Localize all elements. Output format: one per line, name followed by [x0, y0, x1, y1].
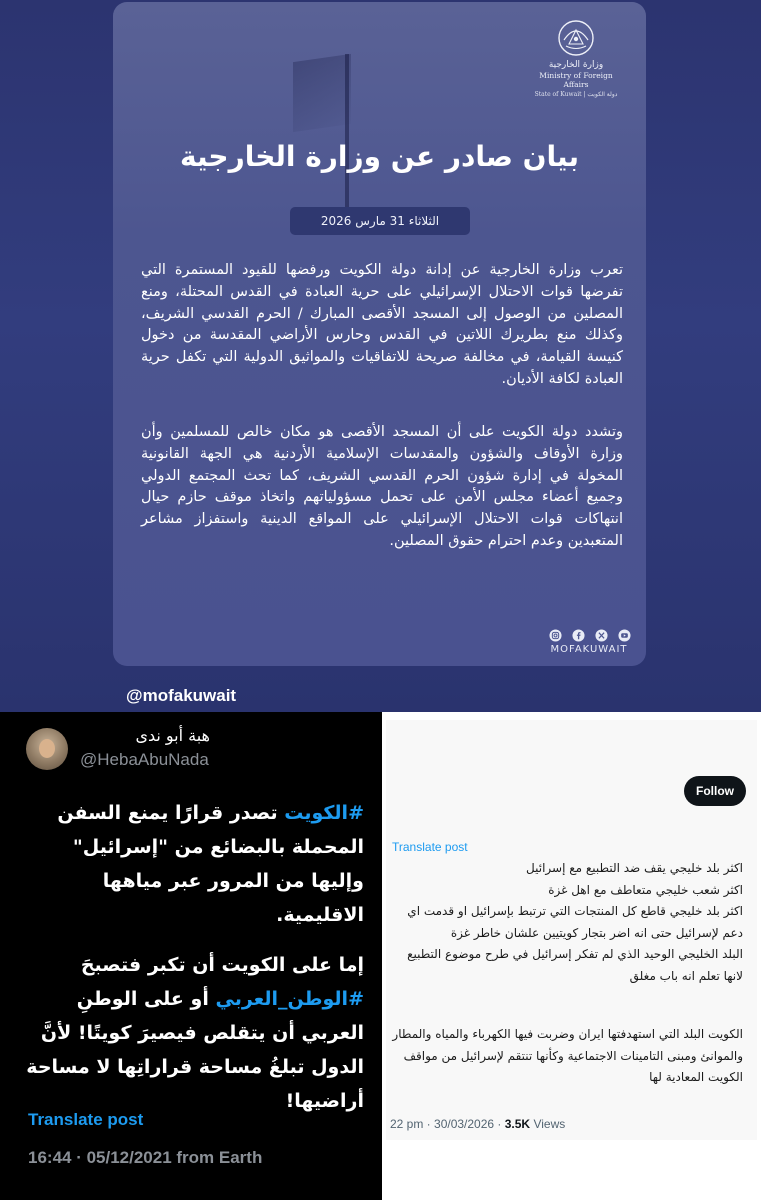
- card-handle: MOFAKUWAIT: [550, 644, 628, 655]
- hashtag-kuwait[interactable]: #الكويت: [284, 802, 364, 824]
- statement-date: الثلاثاء 31 مارس 2026: [290, 207, 470, 235]
- author-name[interactable]: هبة أبو ندى: [135, 726, 210, 745]
- logo-english-text: Ministry of Foreign Affairs: [539, 71, 613, 89]
- tweet-paragraph-1: [24, 796, 364, 932]
- post-paragraph-1: [391, 858, 743, 987]
- translate-post-link[interactable]: Translate post: [28, 1110, 144, 1129]
- post-meta: [390, 1117, 565, 1131]
- translate-post-link[interactable]: Translate post: [392, 840, 468, 854]
- tweet-timestamp[interactable]: 16:44 · 05/12/2021 from Earth: [28, 1148, 263, 1167]
- statement-title: بيان صادر عن وزارة الخارجية: [179, 140, 579, 173]
- logo-state-text: State of Kuwait | دولة الكويت: [534, 91, 618, 98]
- avatar-face: [39, 739, 55, 758]
- x-icon[interactable]: [595, 629, 608, 642]
- avatar[interactable]: [26, 728, 68, 770]
- flag-background: [293, 54, 351, 132]
- tweet-paragraph-1-text: تصدر قرارًا يمنع السفن المحملة بالبضائع من "إسرائيل" وإليها من المرور عبر مياهها الاقليمية.: [57, 802, 364, 926]
- post-line: اكثر بلد خليجي يقف ضد التطبيع مع إسرائيل اكثر شعب خليجي متعاطف مع اهل غزة اكثر بلد خليجي قاطع كل المنتجات التي ترتبط بإسرائيل او قدمت اي دعم لإسرائيل حتى انه اضر بتجار كويتيين علشان خاطر غزة البلد الخليجي الوحيد الذي لم تفكر إسرائيل في طرح موضوع التطبيع لانها تعلم انه باب مغلق: [407, 861, 743, 983]
- instagram-icon[interactable]: [549, 629, 562, 642]
- statement-paragraph-2: وتشدد دولة الكويت على أن المسجد الأقصى هو مكان خالص للمسلمين وأن وزارة الأوقاف والشؤون والمقدسات الإسلامية الأردنية هي الجهة القانونية المخولة في إدارة شؤون الحرم القدسي الشريف، كما تحث المجتمع الدولي وجميع أعضاء مجلس الأمن على تحمل مسؤولياتهم واتخاذ موقف حازم حيال انتهاكات قوات الاحتلال الإسرائيلي على المواقع الدينية واستفزاز مشاعر المتعبدين وعدم احترام حقوق المصلين.: [141, 424, 623, 549]
- tweet-text: [24, 796, 364, 1118]
- logo-arabic-text: وزارة الخارجية: [548, 60, 604, 70]
- flag-pole: [345, 54, 349, 224]
- dark-tweet: [0, 712, 382, 1200]
- youtube-icon[interactable]: [618, 629, 631, 642]
- ministry-logo: [526, 18, 626, 98]
- follow-button[interactable]: Follow: [684, 776, 746, 806]
- tweet-paragraph-2: [24, 948, 364, 1118]
- hashtag-arab-world[interactable]: #الوطن_العربي: [215, 988, 364, 1010]
- author-handle[interactable]: @HebaAbuNada: [80, 750, 209, 769]
- social-icons: [549, 627, 631, 643]
- statement-paragraph-1: تعرب وزارة الخارجية عن إدانة دولة الكويت ورفضها للقيود المستمرة التي تفرضها قوات الاحتلال الإسرائيلي على حرية العبادة في القدس المحتلة، ومنع المصلين من الوصول إلى المسجد الأقصى المبارك / الحرم القدسي الشريف، وكذلك منع بطريرك اللاتين في القدس وحارس الأراضي المقدسة من دخول كنيسة القيامة، في مخالفة صريحة للاتفاقيات والمواثيق الدولية التي تكفل حرية العبادة لكافة الأديان.: [141, 262, 623, 387]
- facebook-icon[interactable]: [572, 629, 585, 642]
- post-view-count: 3.5K: [504, 1117, 531, 1131]
- tweet-paragraph-2-end: أو على الوطنِ العربي أن يتقلص فيصيرَ كويتًا! لأنَّ الدول تبلغُ مساحة قراراتِها لا مساحة أراضيها!: [26, 988, 364, 1112]
- statement-card: [113, 2, 646, 666]
- post-views-label: Views: [530, 1117, 566, 1131]
- account-handle-caption[interactable]: @mofakuwait: [126, 686, 237, 705]
- kuwait-emblem-icon: [556, 18, 596, 58]
- post-timestamp[interactable]: 22 pm · 30/03/2026 ·: [390, 1117, 505, 1131]
- light-post-body: [386, 720, 757, 1140]
- tweet-paragraph-2-start: إما على الكويت أن تكبر فتصبحَ: [80, 954, 364, 976]
- post-paragraph-2: الكويت البلد التي استهدفتها ايران وضربت فيها الكهرباء والمياه والمطار والموانئ ومبنى التامينات الاجتماعية وكأنها تنتقم لإسرائيل من مواقف الكويت المعادية لها: [392, 1027, 743, 1084]
- light-post: [382, 712, 761, 1200]
